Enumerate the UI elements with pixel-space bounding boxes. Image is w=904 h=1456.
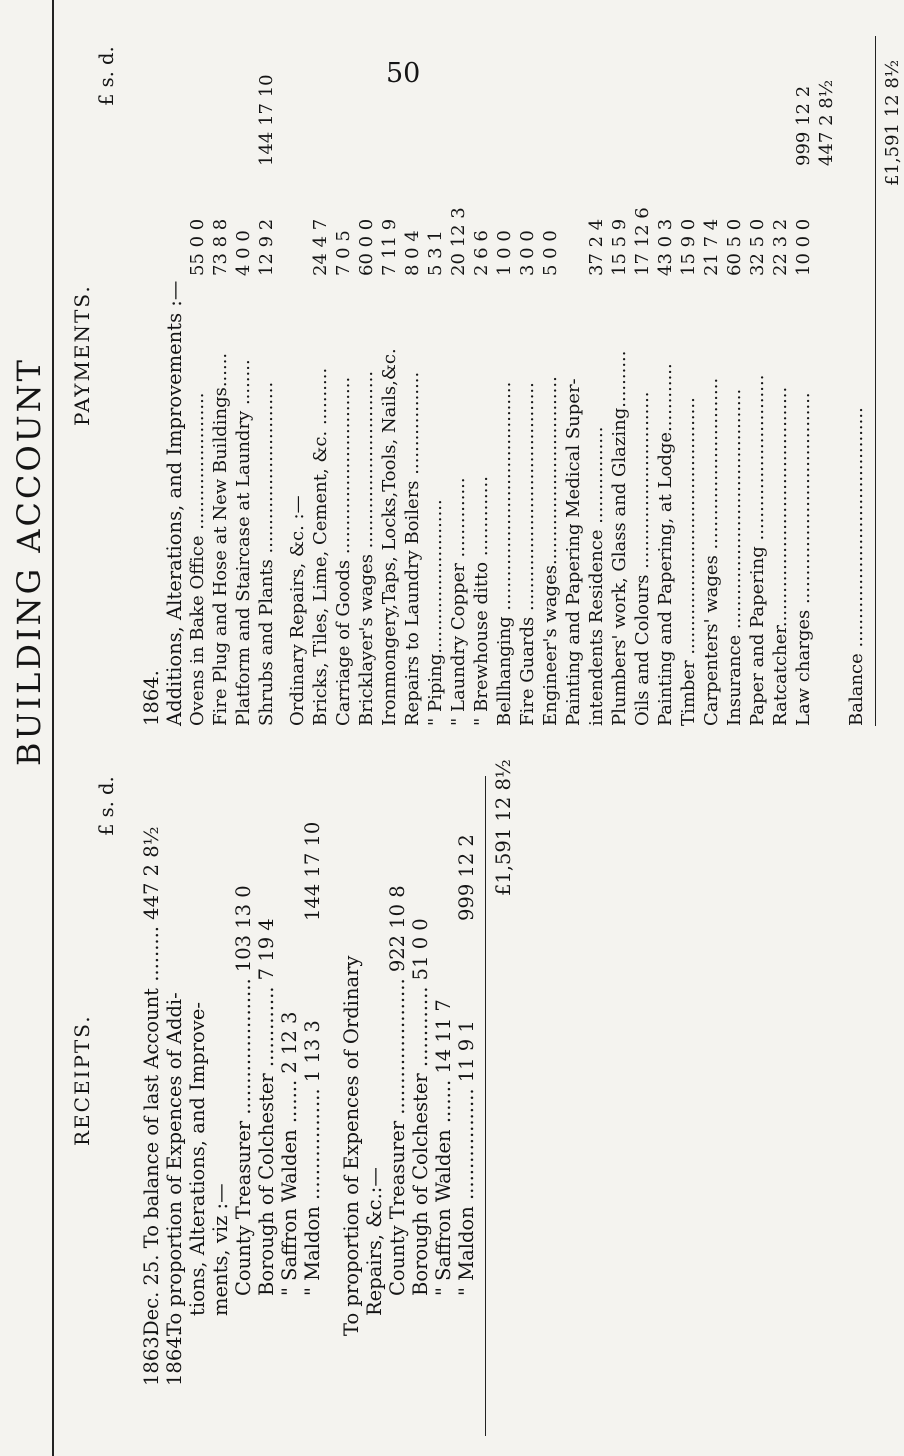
payment-value: 20 12 3 <box>448 207 469 276</box>
payment-value: 24 4 7 <box>310 218 331 276</box>
payments-subtotal-a: 144 17 10 <box>256 74 277 166</box>
payment-value: 43 0 3 <box>655 218 676 276</box>
payment-label: Ovens in Bake Office ........................ <box>187 392 208 726</box>
payment-value: 7 0 5 <box>333 230 354 276</box>
receipts-line: " Maldon .................. 11 9 1 <box>455 1020 478 1296</box>
payment-value: 60 0 0 <box>356 218 377 276</box>
payment-label: Plumbers' work, Glass and Glazing.......... <box>609 350 630 726</box>
payment-label: Timber ............................................. <box>678 397 699 726</box>
receipts-col-headers: £ s. d. <box>95 776 118 836</box>
receipts-line: " Maldon .................. 1 13 3 <box>301 1020 324 1296</box>
payments-heading: PAYMENTS. <box>70 284 94 426</box>
payment-row <box>470 36 493 726</box>
payment-label: Ratcatcher.......................................... <box>770 386 791 726</box>
receipts-heading: RECEIPTS. <box>70 1014 94 1146</box>
payment-value: 7 11 9 <box>379 218 400 276</box>
payments-sub-heading-2: Ordinary Repairs, &c. :— <box>287 495 308 726</box>
payment-row <box>562 36 585 726</box>
payment-value: 15 5 9 <box>609 218 630 276</box>
payment-value: 22 3 2 <box>770 218 791 276</box>
payment-row <box>608 36 631 726</box>
payment-label: Platform and Staircase at Laundry ........ <box>233 359 254 726</box>
payment-value: 3 0 0 <box>517 230 538 276</box>
receipts-line: tions, Alterations, and Improve- <box>186 1002 209 1316</box>
payment-label: intendents Residence ................. <box>586 426 607 726</box>
payment-value: 21 7 4 <box>701 218 722 276</box>
payments-total: £1,591 12 8½ <box>882 59 903 186</box>
receipts-line: To proportion of Expences of Ordinary <box>340 955 363 1336</box>
payment-value: 15 9 0 <box>678 218 699 276</box>
receipts-line: Dec. 25. To balance of last Account ......... 447 2 8½ <box>140 826 163 1336</box>
payment-label: Fire Guards ........................................ <box>517 382 538 726</box>
payment-row <box>401 36 424 726</box>
payment-label: Ironmongery,Taps, Locks,Tools, Nails,&c. <box>379 348 400 726</box>
payment-value: 55 0 0 <box>187 218 208 276</box>
payment-value: 60 5 0 <box>724 218 745 276</box>
payments-subtotal-c: 447 2 8½ <box>816 79 837 166</box>
payment-value: 10 0 0 <box>793 218 814 276</box>
page-number: 50 <box>386 58 421 89</box>
payment-value: 73 8 8 <box>210 218 231 276</box>
payment-row <box>539 36 562 726</box>
title-rule <box>52 0 54 1456</box>
receipts-line: County Treasurer ...................... 922 10 8 <box>386 885 409 1296</box>
payment-value: 5 3 1 <box>425 230 446 276</box>
payment-label: " Brewhouse ditto .............. <box>471 476 492 726</box>
payment-value: 1 0 0 <box>494 230 515 276</box>
payment-row <box>424 36 447 726</box>
payment-label: Carpenters' wages .............................. <box>701 377 722 726</box>
payment-label: Bricks, Tiles, Lime, Cement, &c. .......... <box>310 367 331 726</box>
payments-subtotal-b: 999 12 2 <box>793 85 814 166</box>
receipts-line: ments, viz :— <box>209 1183 232 1316</box>
payment-label: Painting and Papering Medical Super- <box>563 378 584 726</box>
payment-value: 8 0 4 <box>402 230 423 276</box>
receipts-line: Borough of Colchester ............. 7 19 4 <box>255 918 278 1296</box>
receipts-subtotal: 999 12 2 <box>455 834 478 921</box>
payment-row <box>493 36 516 726</box>
payment-row <box>232 36 255 726</box>
receipts-line: " Saffron Walden ....... 14 11 7 <box>432 999 455 1296</box>
receipts-line: To proportion of Expences of Addi- <box>163 992 186 1336</box>
payment-value: 2 6 6 <box>471 230 492 276</box>
payment-label: Shrubs and Plants .............................. <box>256 381 277 726</box>
payment-label: Engineer's wages................................. <box>540 376 561 726</box>
payment-row <box>355 36 378 726</box>
payment-row <box>585 36 608 726</box>
payment-label: Paper and Papering ............................. <box>747 374 768 726</box>
payment-row <box>723 36 746 726</box>
payment-value: 12 9 2 <box>256 218 277 276</box>
payment-value: 4 0 0 <box>233 230 254 276</box>
payment-label: Law charges ..................................... <box>793 392 814 726</box>
payment-row <box>378 36 401 726</box>
payment-label: Repairs to Laundry Boilers .................. <box>402 371 423 726</box>
payment-row <box>186 36 209 726</box>
payment-label: Oils and Colours ............................... <box>632 391 653 726</box>
payments-date: 1864. <box>140 670 163 726</box>
receipts-line: Borough of Colchester ............. 51 0 0 <box>409 918 432 1296</box>
payment-value: 32 5 0 <box>747 218 768 276</box>
payment-row <box>332 36 355 726</box>
receipts-line: " Saffron Walden ....... 2 12 3 <box>278 1011 301 1296</box>
receipts-line: Repairs, &c.:— <box>363 1167 386 1316</box>
receipts-subtotal: 144 17 10 <box>301 821 324 921</box>
payment-row <box>700 36 723 726</box>
payment-label: " Laundry Copper .............. <box>448 477 469 726</box>
payment-label: Insurance .......................................... <box>724 388 745 726</box>
receipts-date-1864: 1864. <box>163 1330 186 1386</box>
payment-value: 37 2 4 <box>586 218 607 276</box>
payment-label: Bellhanging ........................................ <box>494 381 515 726</box>
receipts-total: £1,591 12 8½ <box>492 759 515 896</box>
payment-row <box>654 36 677 726</box>
receipts-line: County Treasurer ...................... 103 13 0 <box>232 885 255 1296</box>
payment-label: Fire Plug and Hose at New Buildings...... <box>210 352 231 726</box>
receipts-date-1863: 1863. <box>140 1330 163 1386</box>
payment-label: Painting and Papering, at Lodge............ <box>655 363 676 726</box>
payment-label: Bricklayer's wages ............................... <box>356 370 377 726</box>
payment-row <box>631 36 654 726</box>
payments-total-rule <box>875 36 876 726</box>
payments-col-headers: £ s. d. <box>95 46 118 106</box>
payment-row <box>769 36 792 726</box>
payment-row <box>746 36 769 726</box>
payment-value: 5 0 0 <box>540 230 561 276</box>
page-title: BUILDING ACCOUNT <box>10 356 48 766</box>
payment-label: " Piping........................... <box>425 499 446 726</box>
payment-row <box>677 36 700 726</box>
payment-row <box>516 36 539 726</box>
receipts-total-rule <box>485 776 486 1436</box>
payments-sub-heading: Additions, Alterations, and Improvements :— <box>163 280 186 726</box>
payment-row <box>309 36 332 726</box>
payment-value: 17 12 6 <box>632 207 653 276</box>
payment-row <box>209 36 232 726</box>
payment-row <box>447 36 470 726</box>
payment-label: Carriage of Goods ............................... <box>333 376 354 726</box>
balance-line: Balance .......................................... <box>846 407 867 726</box>
